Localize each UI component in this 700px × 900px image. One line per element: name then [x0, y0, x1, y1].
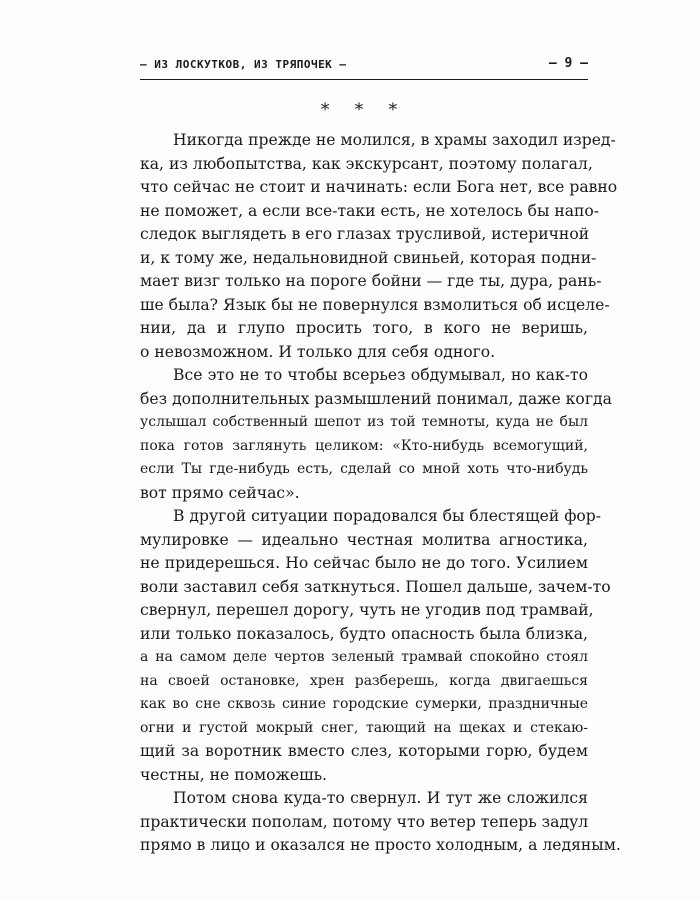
- text-line: и, к тому же, недальновидной свиньей, которая подни-: [140, 248, 597, 267]
- text-line: мает визг только на пороге бойни — где ты, дура, рань-: [140, 272, 602, 290]
- text-line: нии, да и глупо просить того, в кого не веришь,: [140, 319, 588, 337]
- text-line: услышал собственный шепот из той темноты, куда не был: [140, 414, 588, 430]
- text-line: что сейчас не стоит и начинать: если Бога нет, все равно: [140, 178, 618, 196]
- text-line: мулировке — идеально честная молитва агностика,: [140, 530, 588, 549]
- text-line: вот прямо сейчас».: [140, 483, 300, 502]
- text-line: В другой ситуации порадовался бы блестящей фор-: [173, 507, 602, 525]
- text-line: как во сне сквозь синие городские сумерки, праздничные: [140, 696, 588, 712]
- text-line: или только показалось, будто опасность была близка,: [140, 624, 588, 643]
- section-separator: * * *: [320, 100, 408, 120]
- text-line: не поможет, а если все-таки есть, не хотелось бы напо-: [140, 201, 600, 220]
- page-number: — 9 —: [548, 56, 588, 71]
- text-line: ше была? Язык бы не повернулся взмолиться об исцеле-: [140, 295, 610, 314]
- text-line: воли заставил себя заткнуться. Пошел дальше, зачем-то: [140, 577, 611, 596]
- text-line: честны, не поможешь.: [140, 765, 328, 784]
- text-line: без дополнительных размышлений понимал, даже когда: [140, 389, 612, 408]
- text-line: пока готов заглянуть целиком: «Кто-нибудь всемогущий,: [140, 437, 588, 454]
- text-line: ка, из любопытства, как экскурсант, поэтому полагал,: [140, 154, 593, 173]
- text-line: Потом снова куда-то свернул. И тут же сложился: [173, 789, 588, 807]
- running-head: [140, 56, 588, 76]
- text-line: Все это не то чтобы всерьез обдумывал, но как-то: [173, 366, 588, 384]
- text-line: прямо в лицо и оказался не просто холодным, а ледяным.: [140, 836, 621, 854]
- text-line: свернул, перешел дорогу, чуть не угодив под трамвай,: [140, 601, 594, 619]
- text-line: Никогда прежде не молился, в храмы заходил изред-: [173, 131, 616, 149]
- text-line: практически пополам, потому что ветер теперь задул: [140, 812, 589, 831]
- text-line: следок выглядеть в его глазах трусливой, истеричной: [140, 225, 590, 243]
- text-line: щий за воротник вместо слез, которыми горю, будем: [140, 742, 588, 760]
- text-line: если Ты где-нибудь есть, сделай со мной хоть что-нибудь: [140, 461, 588, 477]
- header-rule: [140, 79, 588, 80]
- text-line: а на самом деле чертов зеленый трамвай спокойно стоял: [140, 649, 588, 665]
- body-text: [140, 129, 621, 858]
- running-head-title: — ИЗ ЛОСКУТКОВ, ИЗ ТРЯПОЧЕК —: [140, 58, 347, 71]
- text-line: не придерешься. Но сейчас было не до того. Усилием: [140, 554, 588, 572]
- text-line: на своей остановке, хрен разберешь, когда двигаешься: [140, 672, 588, 689]
- text-line: о невозможном. И только для себя одного.: [140, 342, 496, 361]
- text-line: огни и густой мокрый снег, тающий на щеках и стекаю-: [140, 719, 588, 736]
